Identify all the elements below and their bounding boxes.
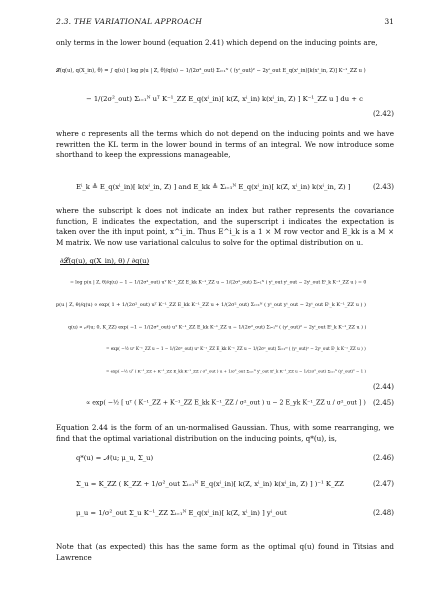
equation-2-45: [56, 397, 394, 409]
paragraph-note: Note that (as expected) this has the same form as the optimal q(u) found in Titsias and Lawrence: [56, 542, 394, 562]
derivative-lhs: ∂𝓛(q(u), q(X_in), θ) / ∂q(u): [60, 257, 150, 265]
equation-2-48: [56, 507, 394, 519]
equation-body: q(u) ∝ 𝒩(u; 0, K_ZZ) exp( −1 − 1/(2σ²_out) uᵀ K⁻¹_ZZ E_kk K⁻¹_ZZ u − 1/(2σ²_out) Σᵢ₌₁ᴺ ( (yⁱ_out)² − 2yⁱ_out Eⁱ_k K⁻¹_ZZ u ) ): [68, 324, 367, 330]
equation-number: (2.47): [372, 480, 394, 488]
equation-2-44-number-row: [56, 381, 394, 393]
equation-body: Σ_u = K_ZZ ( K_ZZ + 1/σ²_out Σᵢ₌₁ᴺ E_q(xⁱ_in)[ k(Z, xⁱ_in) k(xⁱ_in, Z) ] )⁻¹ K_ZZ: [76, 480, 344, 488]
equation-body: = log p(u | Z, θ)/q(u) − 1 − 1/(2σ²_out) uᵀ K⁻¹_ZZ E_kk K⁻¹_ZZ u − 1/(2σ²_out) Σᵢ₌₁ᴺ ( yⁱ_out yⁱ_out − 2yⁱ_out Eⁱ_k K⁻¹_ZZ u ) = 0: [70, 279, 367, 285]
derivation-line-4: [56, 345, 394, 357]
running-header-section: 2.3. THE VARIATIONAL APPROACH: [56, 17, 203, 26]
equation-2-42-number-row: [56, 108, 394, 120]
equation-body: = exp( −½ uᵀ K⁻¹_ZZ u − 1 − 1/(2σ²_out) uᵀ K⁻¹_ZZ E_kk K⁻¹_ZZ u − 1/(2σ²_out) Σᵢ₌₁ᴺ ( (yⁱ_out)² − 2yⁱ_out Eⁱ_k K⁻¹_ZZ u ) ): [106, 346, 366, 352]
equation-body: q*(u) = 𝒩(u; μ_u, Σ_u): [76, 454, 154, 462]
paragraph-gaussian-form: Equation 2.44 is the form of an un-normalised Gaussian. Thus, with some rearranging, we find that the optimal variational distribution on the inducing points, q*(u), is,: [56, 423, 394, 443]
equation-body: μ_u = 1/σ²_out Σ_u K⁻¹_ZZ Σᵢ₌₁ᴺ E_q(xⁱ_in)[ k(Z, xⁱ_in) ] yⁱ_out: [76, 509, 287, 517]
equation-body: Eⁱ_k ≜ E_q(xⁱ_in)[ k(xⁱ_in, Z) ] and E_kk ≜ Σᵢ₌₁ᴺ E_q(xⁱ_in)[ k(Z, xⁱ_in) k(xⁱ_in, Z) ]: [76, 183, 351, 191]
derivation-line-2: [56, 300, 394, 312]
equation-number: (2.42): [372, 110, 394, 118]
equation-number: (2.43): [372, 183, 394, 191]
derivation-line-1: [56, 278, 394, 290]
equation-body: 𝓛(q(u), q(X_in), θ) = ∫ q(u) [ log p(u | Z, θ)/q(u) − 1/(2σ²_out) Σᵢ₌₁ᴺ ( (yⁱ_out)² − 2yⁱ_out E_q(xⁱ_in)[k(xⁱ_in, Z)] K⁻¹_ZZ u ): [56, 67, 366, 74]
equation-body: p(u | Z, θ)/q(u) ∝ exp( 1 + 1/(2σ²_out) uᵀ K⁻¹_ZZ E_kk K⁻¹_ZZ u + 1/(2σ²_out) Σᵢ₌₁ᴺ ( yⁱ_out yⁱ_out − 2yⁱ_out Eⁱ_k K⁻¹_ZZ u ) ): [56, 301, 366, 308]
equation-body: = exp( −½ uᵀ ( K⁻¹_ZZ + K⁻¹_ZZ E_kk K⁻¹_ZZ / σ²_out ) u + 1/σ²_out Σᵢ₌₁ᴺ yⁱ_out Eⁱ_k K⁻¹_ZZ u − 1/(2σ²_out) Σᵢ₌₁ᴺ (yⁱ_out)² − 1 ): [106, 369, 367, 374]
derivation-line-3: [56, 323, 394, 335]
equation-body: − 1/(2σ²_out) Σᵢ₌₁ᴺ uᵀ K⁻¹_ZZ E_q(xⁱ_in)[ k(Z, xⁱ_in) k(xⁱ_in, Z) ] K⁻¹_ZZ u ] du + c: [86, 95, 363, 103]
equation-number: (2.44): [372, 383, 394, 391]
equation-2-42-line-1: [56, 66, 394, 78]
paragraph-subscript-explanation: where the subscript k does not indicate an index but rather represents the covariance function, E indicates the expectation, and the superscript i indicates the expectation is taken over the ith input point, x^i_in. Thus E^i_k is a 1 × M row vector and E_kk is a M × M matrix. We now use variational calculus to solve for the optimal distribution on u.: [56, 206, 394, 247]
equation-2-42-line-2: [56, 93, 394, 105]
equation-body: ∝ exp( −½ [ uᵀ ( K⁻¹_ZZ + K⁻¹_ZZ E_kk K⁻¹_ZZ / σ²_out ) u − 2 E_yk K⁻¹_ZZ u / σ²_out ] ): [86, 398, 366, 407]
equation-2-46: [56, 452, 394, 464]
page-number: 31: [384, 17, 394, 26]
derivation-line-5: [56, 368, 394, 380]
equation-number: (2.45): [372, 399, 394, 407]
paragraph-intro: only terms in the lower bound (equation 2.41) which depend on the inducing points are,: [56, 38, 378, 47]
equation-2-47: [56, 478, 394, 490]
equation-2-43: [56, 181, 394, 193]
equation-number: (2.46): [372, 454, 394, 462]
equation-number: (2.48): [372, 509, 394, 517]
paragraph-shorthand: where c represents all the terms which do not depend on the inducing points and we have rewritten the KL term in the lower bound in terms of an integral. We now introduce some shorthand to keep the expressions manageable,: [56, 129, 394, 160]
